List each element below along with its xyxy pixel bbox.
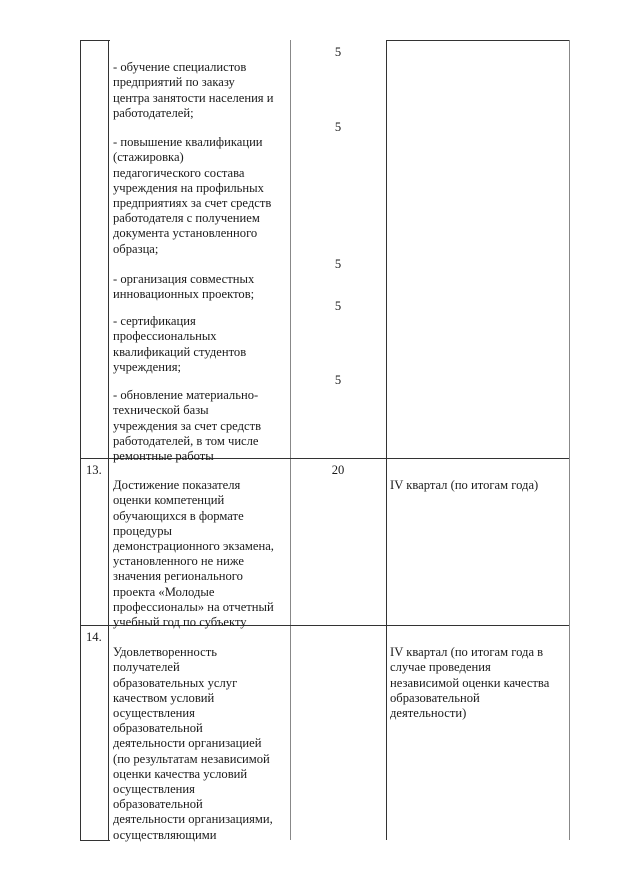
- points-value: 5: [334, 120, 342, 134]
- table-column-divider-points: [386, 40, 387, 840]
- points-value: 5: [334, 257, 342, 271]
- indicator-text: Достижение показателя оценки компетенций обучающихся в формате процедуры демонстрационного экзамена, установленного не ниже значения регионального проекта «Молодые профессионалы» на отчетный учебный год по субъекту: [113, 478, 274, 630]
- table-top-border-right: [386, 40, 569, 41]
- table-bottom-border: [80, 840, 110, 841]
- indicator-text: Удовлетворенность получателей образовательных услуг качеством условий осуществления образовательной деятельности организацией (по результатам независимой оценки качества условий осуществления образовательной деятельности организациями, осуществляющими: [113, 645, 273, 842]
- table-column-divider-indicator: [290, 40, 291, 840]
- points-value: 5: [334, 45, 342, 59]
- indicator-text: - организация совместных инновационных проектов;: [113, 272, 255, 302]
- table-column-divider-number: [108, 40, 109, 840]
- indicator-text: - обновление материально- технической базы учреждения за счет средств работодателей, в том числе ремонтные работы: [113, 388, 262, 464]
- row-number: 14.: [86, 630, 102, 644]
- table-top-border-left: [80, 40, 110, 41]
- indicator-text: - повышение квалификации (стажировка) педагогического состава учреждения на профильных предприятиях за счет средств работодателя с получением документа установленного образца;: [113, 135, 272, 256]
- indicator-text: - обучение специалистов предприятий по заказу центра занятости населения и работодателей;: [113, 60, 274, 120]
- points-value: 5: [334, 373, 342, 387]
- table-left-border: [80, 40, 81, 840]
- points-value: 5: [334, 299, 342, 313]
- period-text: IV квартал (по итогам года): [390, 478, 539, 493]
- table-right-border: [569, 40, 570, 840]
- period-text: IV квартал (по итогам года в случае проведения независимой оценки качества образовательной деятельности): [390, 645, 550, 721]
- points-value: 20: [331, 463, 345, 477]
- indicator-text: - сертификация профессиональных квалификаций студентов учреждения;: [113, 314, 247, 374]
- row-number: 13.: [86, 463, 102, 477]
